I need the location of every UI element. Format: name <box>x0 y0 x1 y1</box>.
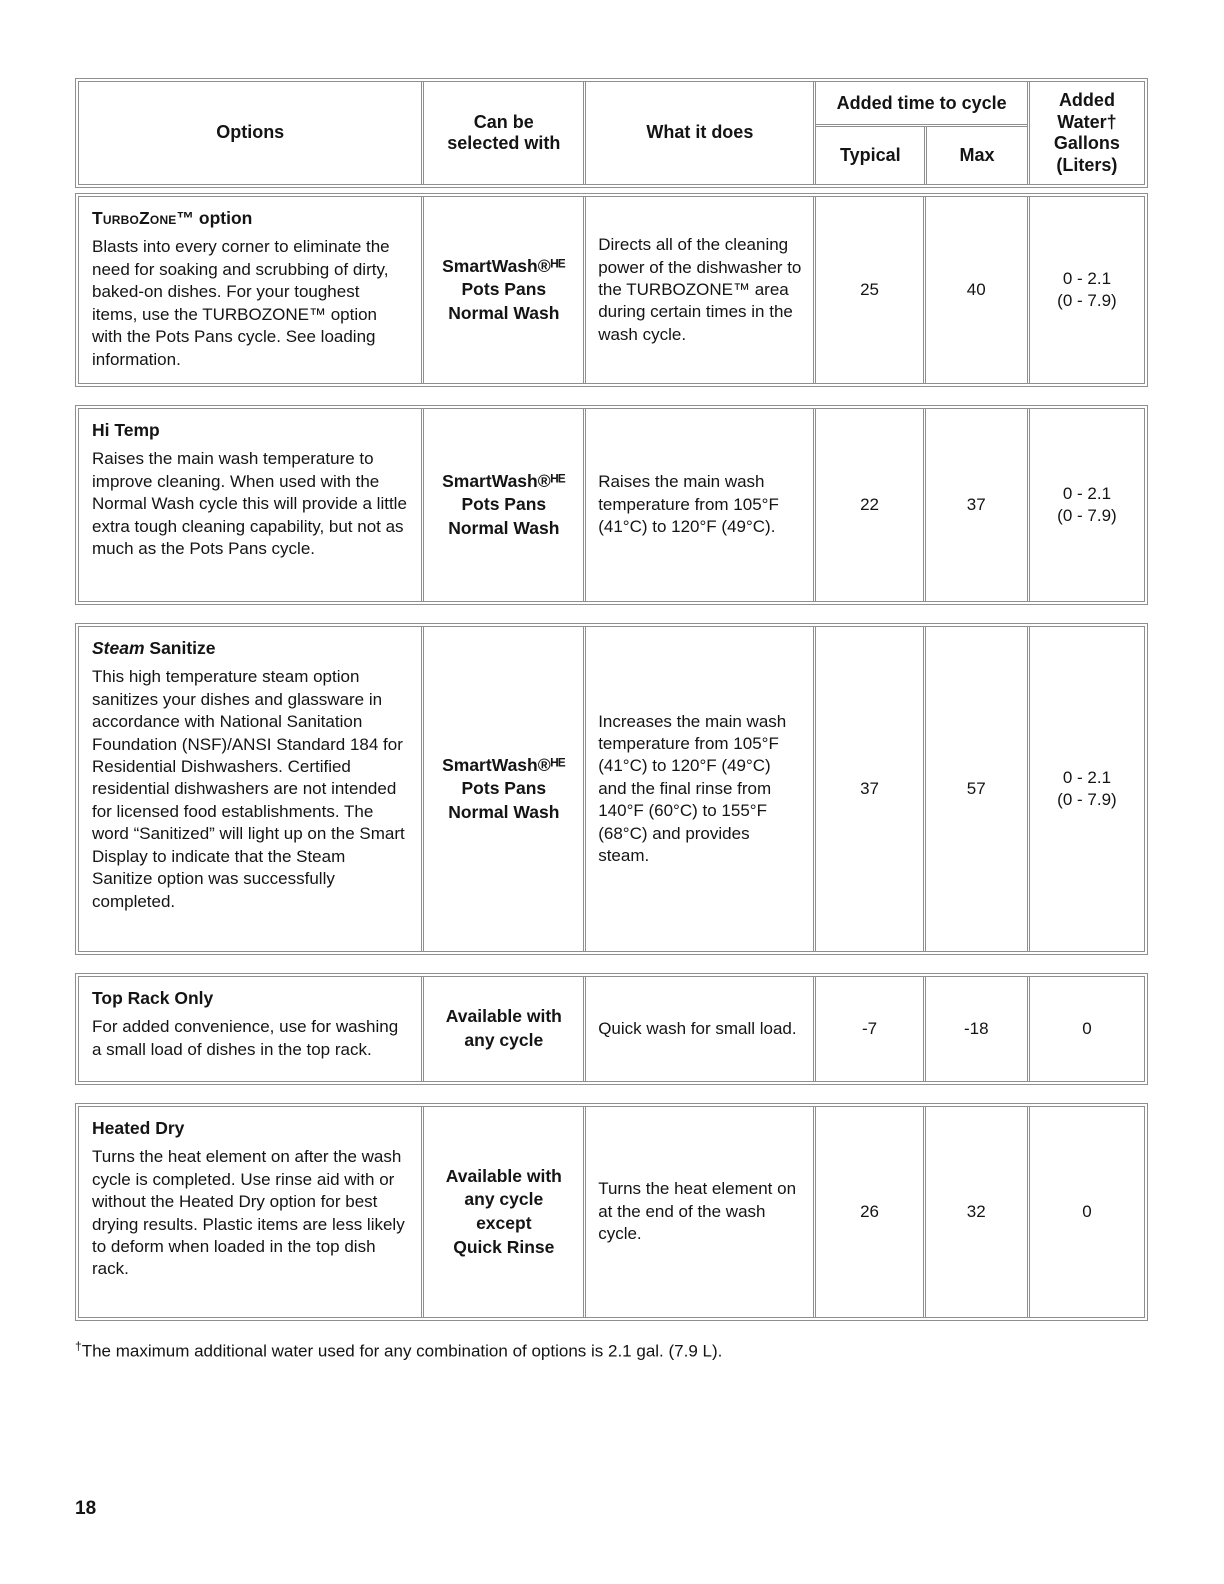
what-it-does-cell <box>583 977 813 1081</box>
what-it-does-text: Raises the main wash temperature from 105°F (41°C) to 120°F (49°C). <box>598 472 779 537</box>
option-title-text: Sanitize <box>149 638 216 659</box>
option-cell <box>79 409 421 601</box>
water-gallons: 0 - 2.1 <box>1062 768 1112 787</box>
option-cell <box>79 977 421 1081</box>
selected-with-line: Pots Pans <box>461 494 547 515</box>
option-title-italic: Steam <box>92 638 150 659</box>
option-description: Blasts into every corner to eliminate the need for soaking and scrubbing of dirty, baked-on dishes. For your toughest items, use the TURBOZONE™ option with the Pots Pans cycle. See loading information. <box>92 237 390 369</box>
header-added-time-group <box>813 82 1026 184</box>
footnote-dagger: † <box>75 1339 82 1354</box>
what-it-does-text: Increases the main wash temperature from 105°F (41°C) to 120°F (49°C) and the final rinse from 140°F (60°C) to 155°F (68°C) and provides steam. <box>598 711 787 866</box>
header-water-line: Water† <box>1057 111 1117 132</box>
selected-with-cell <box>421 197 583 383</box>
selected-with-line: SmartWash®ᴴᴱ <box>442 754 566 775</box>
water-gallons: 0 <box>1082 1019 1092 1039</box>
what-it-does-cell <box>583 409 813 601</box>
water-gallons: 0 - 2.1 <box>1062 269 1112 289</box>
header-water-line: Gallons <box>1053 133 1120 154</box>
typical-value: 25 <box>813 197 922 383</box>
header-selected-with: Can be selected with <box>421 82 583 184</box>
selected-with-cell <box>421 627 583 951</box>
selected-with-cell <box>421 409 583 601</box>
footnote <box>75 1339 1148 1362</box>
option-cell <box>79 1107 421 1317</box>
option-title-text: Heated Dry <box>92 1118 185 1139</box>
water-value <box>1027 1107 1144 1317</box>
header-water-line: Added <box>1058 90 1115 110</box>
header-added-time: Added time to cycle <box>816 82 1026 127</box>
option-row-steam-sanitize <box>75 623 1148 955</box>
option-description: This high temperature steam option sanitizes your dishes and glassware in accordance with National Sanitation Foundation (NSF)/ANSI Standard 184 for Residential Dishwashers. Certified residential dishwashers are not intended for licensed food establishments. The word “Sanitized” will light up on the Smart Display to indicate that the Steam Sanitize option was successfully completed. <box>92 667 405 911</box>
page-number: 18 <box>75 1498 97 1519</box>
max-value: -18 <box>923 977 1027 1081</box>
option-row-turbozone <box>75 193 1148 387</box>
water-value <box>1027 627 1144 951</box>
option-title-text: Hi Temp <box>92 420 160 441</box>
option-title <box>92 419 408 442</box>
table-header <box>75 78 1148 188</box>
option-title-text: ™ option <box>176 208 253 229</box>
selected-with-line: SmartWash®ᴴᴱ <box>442 470 566 491</box>
header-water-line: (Liters) <box>1056 154 1118 175</box>
option-row-heated-dry <box>75 1103 1148 1321</box>
water-gallons: 0 - 2.1 <box>1062 484 1112 503</box>
option-row-hi-temp <box>75 405 1148 605</box>
max-value: 32 <box>923 1107 1027 1317</box>
selected-with-line: Normal Wash <box>448 303 560 324</box>
header-what-it-does: What it does <box>583 82 813 184</box>
header-added-time-subcolumns <box>816 127 1026 184</box>
header-added-water <box>1027 82 1144 184</box>
water-value <box>1027 197 1144 383</box>
selected-with-line: Available with <box>445 1165 562 1186</box>
options-table <box>75 78 1148 1362</box>
what-it-does-cell <box>583 1107 813 1317</box>
selected-with-cell <box>421 1107 583 1317</box>
what-it-does-cell <box>583 627 813 951</box>
option-title-text: Top Rack Only <box>92 988 214 1009</box>
water-value <box>1027 409 1144 601</box>
selected-with-line: Pots Pans <box>461 279 547 300</box>
max-value: 57 <box>923 627 1027 951</box>
selected-with-line: SmartWash®ᴴᴱ <box>442 255 566 276</box>
selected-with-line: any cycle <box>464 1189 544 1210</box>
what-it-does-cell <box>583 197 813 383</box>
typical-value: 26 <box>813 1107 922 1317</box>
what-it-does-text: Quick wash for small load. <box>598 1018 797 1038</box>
what-it-does-text: Turns the heat element on at the end of the wash cycle. <box>598 1179 797 1244</box>
water-value <box>1027 977 1144 1081</box>
option-description: Turns the heat element on after the wash cycle is completed. Use rinse aid with or without the Heated Dry option for best drying results. Plastic items are less likely to deform when loaded in the top dish rack. <box>92 1147 405 1279</box>
selected-with-line: Quick Rinse <box>453 1236 555 1257</box>
selected-with-line: any cycle <box>464 1030 544 1051</box>
header-max: Max <box>924 127 1027 184</box>
option-title <box>92 637 408 660</box>
water-liters: (0 - 7.9) <box>1057 790 1117 810</box>
option-title <box>92 207 408 230</box>
selected-with-cell <box>421 977 583 1081</box>
header-options: Options <box>216 122 285 143</box>
selected-with-line: Normal Wash <box>448 801 560 822</box>
water-gallons: 0 <box>1082 1202 1092 1222</box>
selected-with-line: Available with <box>445 1006 562 1027</box>
typical-value: 22 <box>813 409 922 601</box>
header-typical: Typical <box>839 145 901 166</box>
option-title <box>92 987 408 1010</box>
selected-with-line: Normal Wash <box>448 517 560 538</box>
option-cell <box>79 197 421 383</box>
water-liters: (0 - 7.9) <box>1057 291 1117 311</box>
option-title-smallcaps: TurboZone <box>92 208 177 229</box>
max-value: 37 <box>923 409 1027 601</box>
option-row-top-rack-only <box>75 973 1148 1085</box>
typical-value: 37 <box>813 627 922 951</box>
selected-with-line: Pots Pans <box>461 778 547 799</box>
footnote-text: The maximum additional water used for any combination of options is 2.1 gal. (7.9 L). <box>81 1341 723 1361</box>
option-cell <box>79 627 421 951</box>
what-it-does-text: Directs all of the cleaning power of the dishwasher to the TURBOZONE™ area during certain times in the wash cycle. <box>598 235 802 344</box>
option-description: Raises the main wash temperature to improve cleaning. When used with the Normal Wash cycle this will provide a little extra tough cleaning capability, but not as much as the Pots Pans cycle. <box>92 449 407 558</box>
option-description: For added convenience, use for washing a small load of dishes in the top rack. <box>92 1017 399 1059</box>
option-title <box>92 1117 408 1140</box>
max-value: 40 <box>923 197 1027 383</box>
typical-value: -7 <box>813 977 922 1081</box>
water-liters: (0 - 7.9) <box>1057 506 1117 526</box>
selected-with-line: except <box>476 1213 532 1234</box>
